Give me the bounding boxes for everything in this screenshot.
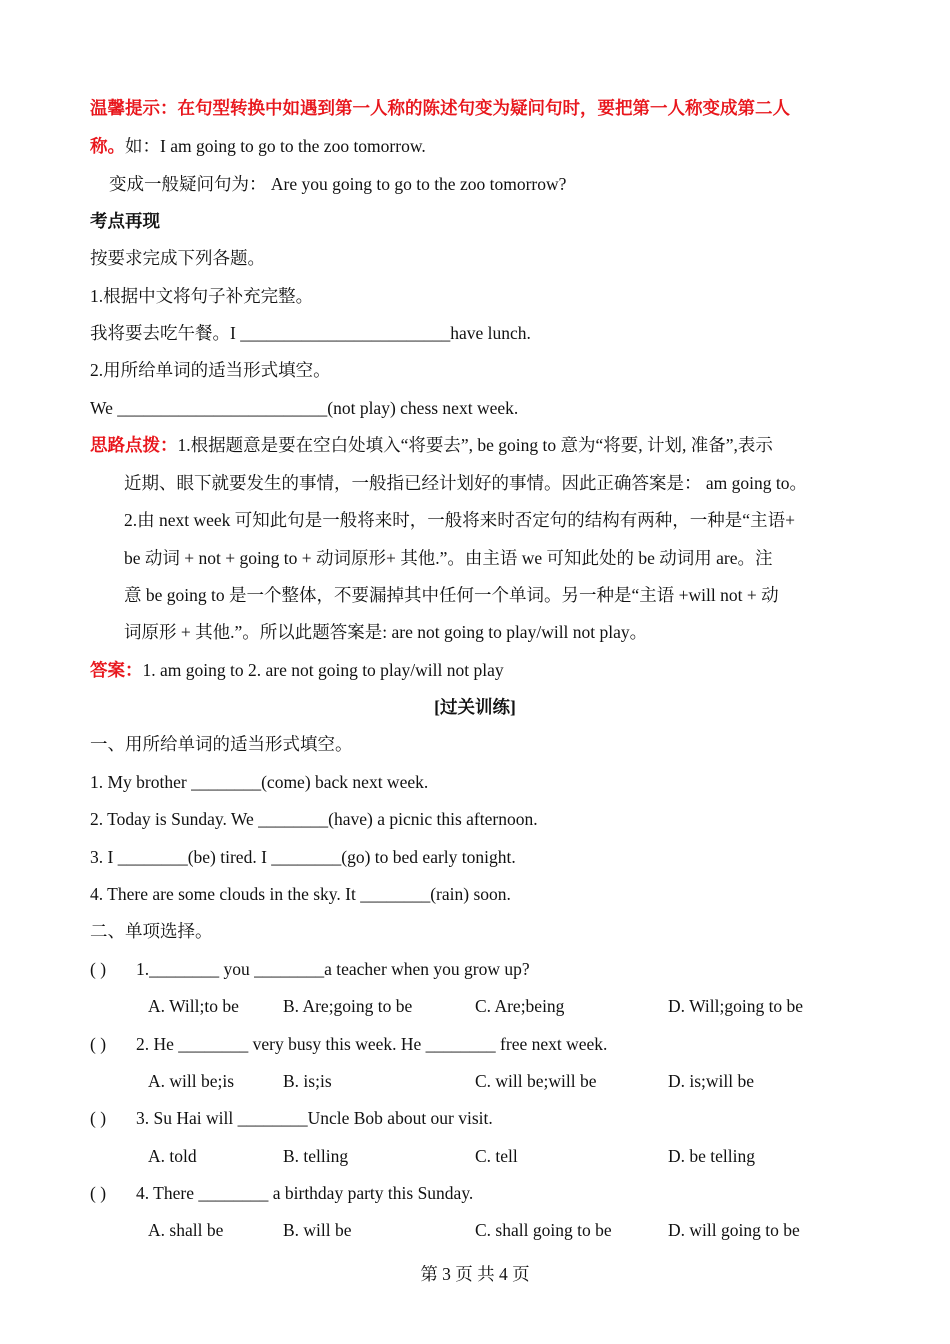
option-a: A. will be;is bbox=[148, 1071, 235, 1091]
part2-title: 二、单项选择。 bbox=[90, 921, 213, 941]
review-heading: 考点再现 bbox=[90, 211, 160, 231]
mc-question-text: 2. He ________ very busy this week. He ________ free next week. bbox=[136, 1034, 608, 1054]
option-b: B. Are;going to be bbox=[283, 996, 413, 1016]
answer-paren: ( ) bbox=[90, 1108, 107, 1128]
option-d: D. will going to be bbox=[668, 1220, 800, 1240]
tip-text-1: 在句型转换中如遇到第一人称的陈述句变为疑问句时，要把第一人称变成第二人 bbox=[177, 98, 790, 118]
tip-line-2 bbox=[90, 134, 426, 158]
option-d: D. is;will be bbox=[668, 1071, 755, 1091]
answer-label: 答案： bbox=[90, 660, 143, 680]
option-c: C. shall going to be bbox=[475, 1220, 612, 1240]
option-a: A. told bbox=[148, 1146, 197, 1166]
page-footer: 第 3 页 共 4 页 bbox=[420, 1264, 530, 1284]
part1-item-1: 1. My brother ________(come) back next week. bbox=[90, 772, 429, 792]
hint-line-1 bbox=[90, 433, 773, 457]
option-b: B. is;is bbox=[283, 1071, 332, 1091]
tip-text-2-end: 称。 bbox=[90, 136, 125, 156]
option-a: A. Will;to be bbox=[148, 996, 239, 1016]
review-instruction: 按要求完成下列各题。 bbox=[90, 248, 265, 268]
option-b: B. will be bbox=[283, 1220, 352, 1240]
option-c: C. tell bbox=[475, 1146, 518, 1166]
tip-label: 温馨提示： bbox=[90, 98, 178, 118]
answer-text: 1. am going to 2. are not going to play/will not play bbox=[142, 660, 504, 680]
part1-title: 一、用所给单词的适当形式填空。 bbox=[90, 734, 353, 754]
answer-paren: ( ) bbox=[90, 1034, 107, 1054]
mc-question-text: 1.________ you ________a teacher when you grow up? bbox=[136, 959, 530, 979]
answer-paren: ( ) bbox=[90, 959, 107, 979]
review-q1-title: 1.根据中文将句子补充完整。 bbox=[90, 286, 314, 306]
mc-question-text: 4. There ________ a birthday party this Sunday. bbox=[136, 1183, 474, 1203]
option-b: B. telling bbox=[283, 1146, 349, 1166]
hint-text-4: 意 be going to 是一个整体，不要漏掉其中任何一个单词。另一种是“主语 +will not + 动 bbox=[124, 585, 779, 605]
review-q1-sentence: 我将要去吃午餐。I ________________________have lunch. bbox=[90, 323, 531, 343]
option-d: D. Will;going to be bbox=[668, 996, 804, 1016]
part1-item-4: 4. There are some clouds in the sky. It ________(rain) soon. bbox=[90, 884, 511, 904]
hint-label: 思路点拨： bbox=[90, 435, 178, 455]
mc-question-text: 3. Su Hai will ________Uncle Bob about our visit. bbox=[136, 1108, 493, 1128]
hint-text-3: be 动词 + not + going to + 动词原形+ 其他.”。由主语 we 可知此处的 be 动词用 are。注 bbox=[124, 548, 773, 568]
option-c: C. will be;will be bbox=[475, 1071, 597, 1091]
practice-heading: [过关训练] bbox=[434, 697, 516, 717]
hint-text-2: 2.由 next week 可知此句是一般将来时，一般将来时否定句的结构有两种，一种是“主语+ bbox=[124, 510, 795, 530]
hint-text-1: 近期、眼下就要发生的事情，一般指已经计划好的事情。因此正确答案是： am going to。 bbox=[124, 473, 807, 493]
hint-text-0: 1.根据题意是要在空白处填入“将要去”, be going to 意为“将要, 计划, 准备”,表示 bbox=[177, 435, 773, 455]
option-c: C. Are;being bbox=[475, 996, 565, 1016]
review-q2-title: 2.用所给单词的适当形式填空。 bbox=[90, 360, 331, 380]
answer-line bbox=[90, 658, 504, 682]
tip-line-1 bbox=[90, 96, 790, 120]
option-a: A. shall be bbox=[148, 1220, 224, 1240]
answer-paren: ( ) bbox=[90, 1183, 107, 1203]
option-d: D. be telling bbox=[668, 1146, 755, 1166]
part1-item-3: 3. I ________(be) tired. I ________(go) to bed early tonight. bbox=[90, 847, 516, 867]
tip-line-3: 变成一般疑问句为： Are you going to go to the zoo tomorrow? bbox=[109, 174, 567, 194]
review-q2-sentence: We ________________________(not play) chess next week. bbox=[90, 398, 519, 418]
part1-item-2: 2. Today is Sunday. We ________(have) a picnic this afternoon. bbox=[90, 809, 538, 829]
hint-text-5: 词原形 + 其他.”。所以此题答案是: are not going to play/will not play。 bbox=[124, 622, 648, 642]
tip-example: 如：I am going to go to the zoo tomorrow. bbox=[125, 136, 426, 156]
